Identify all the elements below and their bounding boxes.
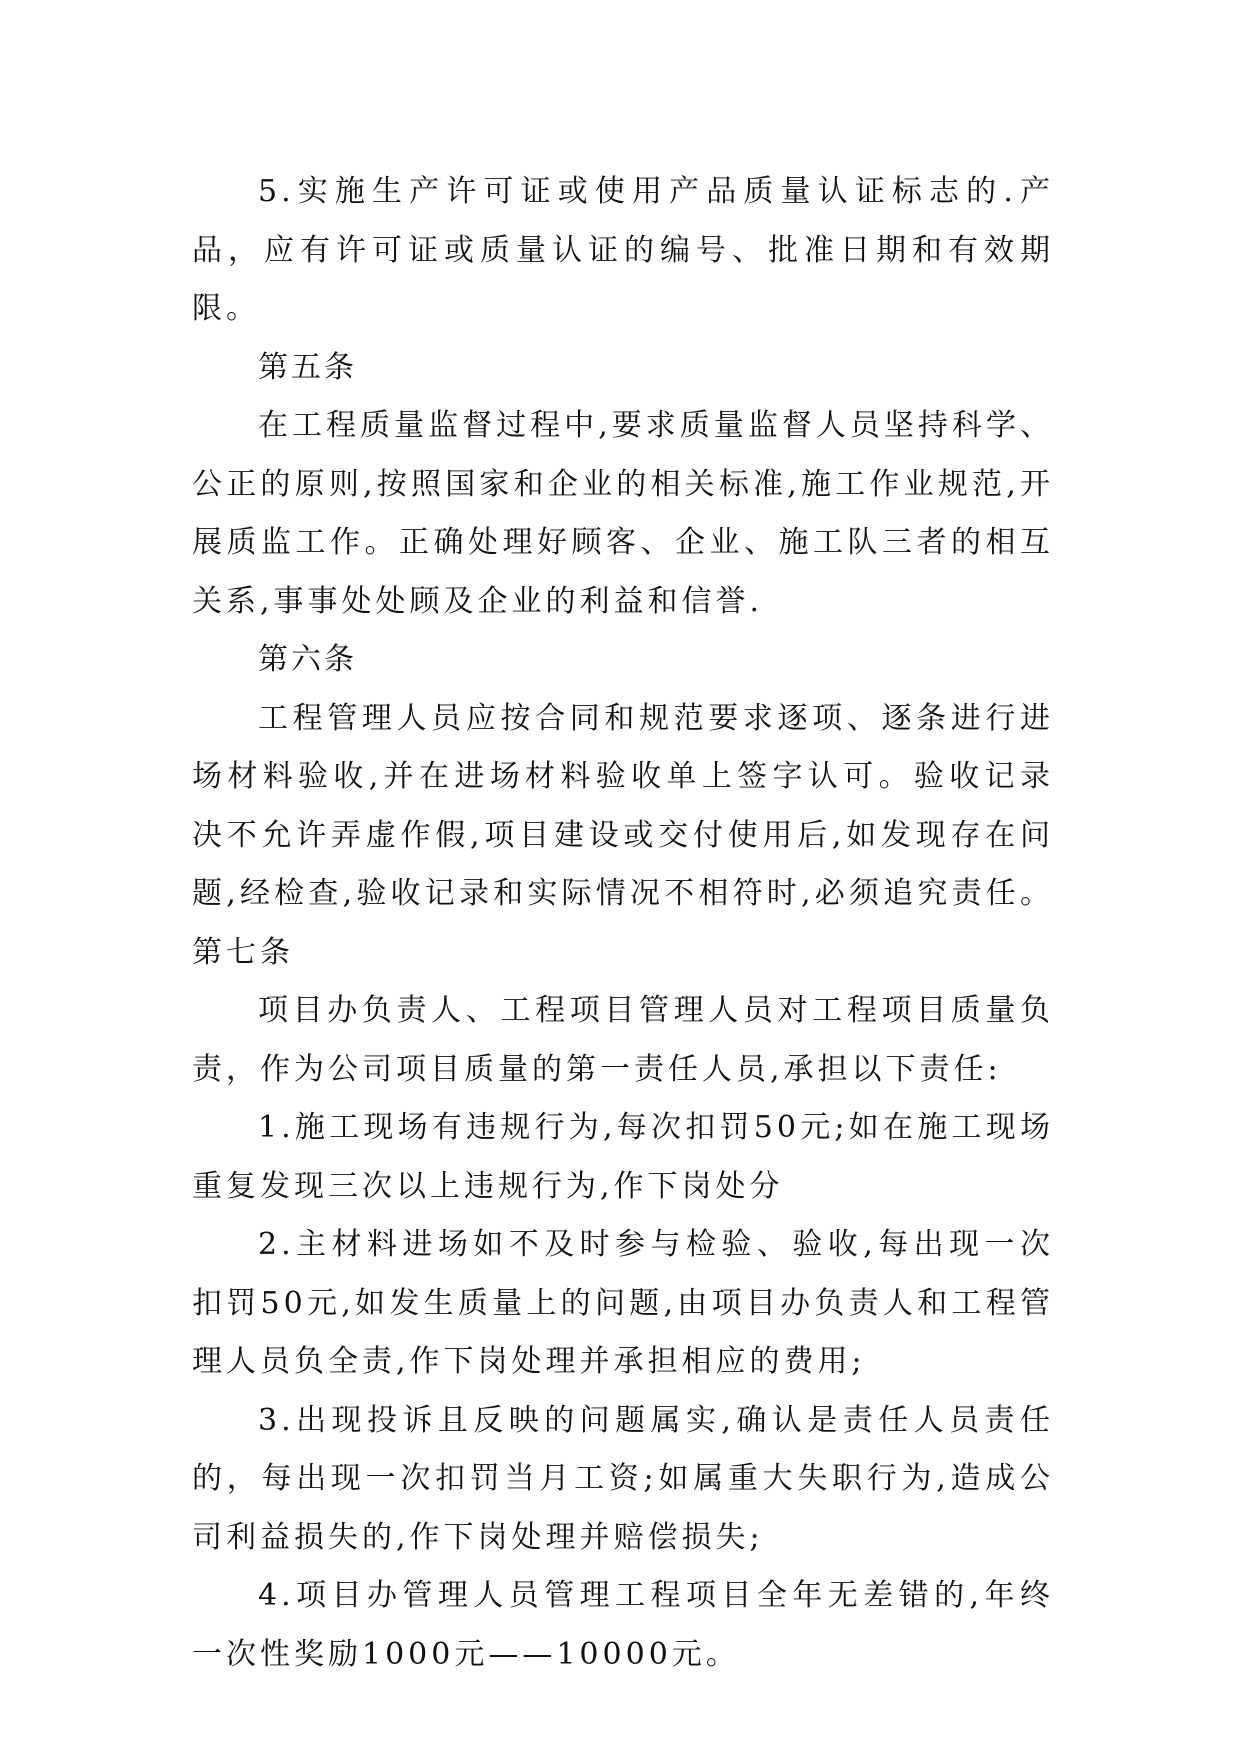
responsibility-item-4: 4.项目办管理人员管理工程项目全年无差错的,年终一次性奖励1000元——10000元。 <box>192 1578 1054 1672</box>
article-heading-5: 第五条 <box>258 349 357 385</box>
article-7-body: 项目办负责人、工程项目管理人员对工程项目质量负责，作为公司项目质量的第一责任人员,承担以下责任: <box>192 993 1054 1087</box>
responsibility-item-1: 1.施工现场有违规行为,每次扣罚50元;如在施工现场重复发现三次以上违规行为,作下岗处分 <box>192 1110 1054 1204</box>
document-body <box>192 163 1054 1684</box>
article-6-body: 工程管理人员应按合同和规范要求逐项、逐条进行进场材料验收,并在进场材料验收单上签字认可。验收记录决不允许弄虚作假,项目建设或交付使用后,如发现存在问题,经检查,验收记录和实际情况不相符时,必须追究责任。第七条 <box>192 700 1054 970</box>
article-5-body: 在工程质量监督过程中,要求质量监督人员坚持科学、公正的原则,按照国家和企业的相关标准,施工作业规范,开展质监工作。正确处理好顾客、企业、施工队三者的相互关系,事事处处顾及企业的利益和信誉. <box>192 408 1054 619</box>
article-heading-6: 第六条 <box>258 642 357 677</box>
responsibility-item-2: 2.主材料进场如不及时参与检验、验收,每出现一次扣罚50元,如发生质量上的问题,由项目办负责人和工程管理人员负全责,作下岗处理并承担相应的费用; <box>192 1227 1054 1379</box>
responsibility-item-3: 3.出现投诉且反映的问题属实,确认是责任人员责任的，每出现一次扣罚当月工资;如属重大失职行为,造成公司利益损失的,作下岗处理并赔偿损失; <box>192 1402 1054 1555</box>
paragraph-item-5: 5.实施生产许可证或使用产品质量认证标志的.产品，应有许可证或质量认证的编号、批准日期和有效期限。 <box>192 174 1054 326</box>
